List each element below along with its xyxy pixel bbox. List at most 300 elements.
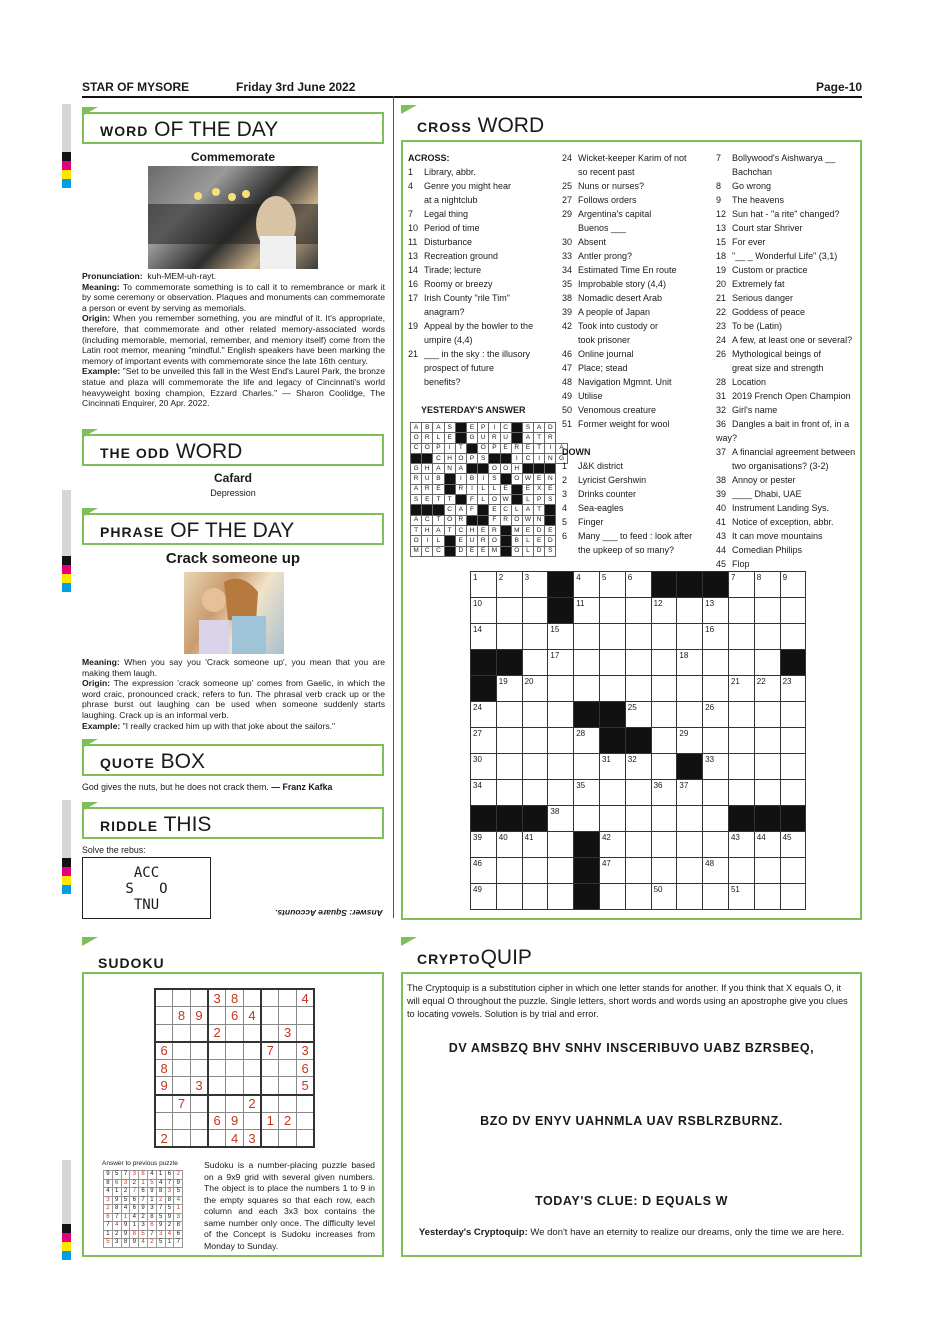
- crossword-cell[interactable]: 20: [522, 676, 548, 702]
- clue-number: 8: [716, 181, 722, 191]
- crossword-cell[interactable]: [522, 650, 548, 676]
- crossword-cell[interactable]: [548, 676, 574, 702]
- crossword-cell[interactable]: 21: [728, 676, 754, 702]
- crossword-cell[interactable]: [754, 624, 780, 650]
- answer-cell: O: [489, 536, 500, 546]
- crossword-cell[interactable]: [548, 728, 574, 754]
- black-square: [444, 484, 455, 494]
- sudoku-cell[interactable]: [297, 1024, 315, 1042]
- crossword-cell[interactable]: [496, 858, 522, 884]
- crossword-cell[interactable]: [599, 676, 625, 702]
- clue-item: [716, 305, 862, 319]
- crossword-cell[interactable]: 26: [703, 702, 729, 728]
- flag-icon: [82, 802, 98, 811]
- sudoku-cell[interactable]: [226, 1042, 244, 1060]
- crossword-cell[interactable]: [496, 780, 522, 806]
- crossword-cell[interactable]: [496, 754, 522, 780]
- crossword-cell[interactable]: [677, 884, 703, 910]
- sudoku-cell[interactable]: [173, 1077, 191, 1095]
- answer-cell: 8: [112, 1205, 121, 1214]
- masthead-rule: [82, 96, 862, 98]
- crossword-cell[interactable]: 37: [677, 780, 703, 806]
- crossword-cell[interactable]: 14: [471, 624, 497, 650]
- crossword-cell[interactable]: [677, 702, 703, 728]
- black-square: [471, 650, 497, 676]
- crossword-cell[interactable]: [522, 780, 548, 806]
- clue-item: [716, 515, 862, 529]
- crossword-cell[interactable]: [703, 832, 729, 858]
- crossword-cell[interactable]: [728, 728, 754, 754]
- crossword-cell[interactable]: [754, 702, 780, 728]
- crossword-cell[interactable]: [625, 676, 651, 702]
- sudoku-cell[interactable]: [226, 1024, 244, 1042]
- crossword-cell[interactable]: 16: [703, 624, 729, 650]
- black-square: [703, 572, 729, 598]
- crossword-cell[interactable]: [599, 884, 625, 910]
- crossword-cell[interactable]: [651, 676, 677, 702]
- sudoku-cell: 2: [155, 1130, 173, 1148]
- clue-item: [562, 277, 712, 291]
- crossword-cell[interactable]: [548, 884, 574, 910]
- sudoku-cell[interactable]: [226, 1077, 244, 1095]
- answer-cell: R: [422, 433, 433, 443]
- sudoku-cell[interactable]: [226, 1059, 244, 1077]
- crossword-cell[interactable]: [780, 728, 806, 754]
- crossword-cell[interactable]: 35: [574, 780, 600, 806]
- crossword-cell[interactable]: [522, 624, 548, 650]
- sudoku-cell[interactable]: [208, 1059, 226, 1077]
- flag-icon: [82, 107, 98, 116]
- sudoku-cell[interactable]: [279, 1059, 297, 1077]
- crossword-cell[interactable]: [780, 624, 806, 650]
- clue-number: 34: [562, 265, 573, 275]
- black-square: [496, 650, 522, 676]
- black-square: [466, 464, 477, 474]
- crossword-cell[interactable]: [599, 650, 625, 676]
- crossword-cell[interactable]: [548, 702, 574, 728]
- crossword-cell[interactable]: 44: [754, 832, 780, 858]
- crossword-cell[interactable]: [754, 598, 780, 624]
- crossword-cell[interactable]: 34: [471, 780, 497, 806]
- crossword-cell[interactable]: [522, 702, 548, 728]
- answer-cell: C: [444, 505, 455, 515]
- crossword-cell[interactable]: [780, 780, 806, 806]
- sudoku-cell: 3: [243, 1130, 261, 1148]
- crossword-cell[interactable]: [522, 598, 548, 624]
- answer-cell: 7: [147, 1230, 156, 1239]
- crossword-cell[interactable]: 3: [522, 572, 548, 598]
- answer-cell: 7: [156, 1205, 165, 1214]
- answer-cell: 8: [147, 1213, 156, 1222]
- crossword-cell[interactable]: 50: [651, 884, 677, 910]
- crossword-cell[interactable]: 6: [625, 572, 651, 598]
- crossword-cell[interactable]: [522, 884, 548, 910]
- crossword-cell[interactable]: [496, 702, 522, 728]
- crossword-cell[interactable]: 27: [471, 728, 497, 754]
- crossword-cell[interactable]: [703, 780, 729, 806]
- sudoku-cell[interactable]: [190, 989, 208, 1007]
- sudoku-cell[interactable]: [297, 1007, 315, 1025]
- sudoku-cell[interactable]: [261, 1024, 279, 1042]
- answer-cell: 1: [147, 1196, 156, 1205]
- crossword-cell[interactable]: 45: [780, 832, 806, 858]
- crossword-cell[interactable]: [599, 780, 625, 806]
- answer-cell: 8: [174, 1222, 183, 1231]
- sudoku-cell[interactable]: [173, 989, 191, 1007]
- crossword-cell[interactable]: 36: [651, 780, 677, 806]
- crossword-cell[interactable]: [574, 676, 600, 702]
- crossword-cell[interactable]: 1: [471, 572, 497, 598]
- sudoku-cell[interactable]: [190, 1112, 208, 1130]
- crossword-cell[interactable]: [703, 650, 729, 676]
- sudoku-cell[interactable]: [261, 1007, 279, 1025]
- clue-text: Follows orders: [578, 195, 637, 205]
- clue-item: [716, 179, 862, 193]
- black-square: [478, 515, 489, 525]
- clue-number: 2: [562, 475, 568, 485]
- crossword-cell[interactable]: 5: [599, 572, 625, 598]
- crossword-cell[interactable]: 28: [574, 728, 600, 754]
- sudoku-cell[interactable]: [243, 1024, 261, 1042]
- crossword-cell[interactable]: [754, 728, 780, 754]
- answer-cell: L: [478, 495, 489, 505]
- crossword-cell[interactable]: [651, 806, 677, 832]
- sudoku-cell: 2: [208, 1024, 226, 1042]
- clue-text: Irish County "rile Tim": [424, 293, 510, 303]
- crossword-cell[interactable]: [754, 780, 780, 806]
- answer-cell: I: [444, 443, 455, 453]
- sudoku-cell[interactable]: [155, 1095, 173, 1113]
- sudoku-cell[interactable]: [155, 1112, 173, 1130]
- crossword-cell[interactable]: 47: [599, 858, 625, 884]
- answer-cell: 1: [130, 1222, 139, 1231]
- crossword-cell[interactable]: 9: [780, 572, 806, 598]
- sudoku-cell[interactable]: [190, 1130, 208, 1148]
- crossword-cell[interactable]: [703, 676, 729, 702]
- crossword-cell[interactable]: 23: [780, 676, 806, 702]
- crossword-cell[interactable]: 19: [496, 676, 522, 702]
- crossword-cell[interactable]: 41: [522, 832, 548, 858]
- clue-text: Location: [732, 377, 767, 387]
- sudoku-cell[interactable]: [243, 989, 261, 1007]
- crossword-cell[interactable]: 51: [728, 884, 754, 910]
- crossword-cell[interactable]: [625, 832, 651, 858]
- answer-cell: L: [522, 546, 533, 556]
- sudoku-cell[interactable]: [279, 1095, 297, 1113]
- crossword-cell[interactable]: 32: [625, 754, 651, 780]
- crossword-cell[interactable]: [754, 650, 780, 676]
- crossword-cell[interactable]: [548, 754, 574, 780]
- sudoku-cell: 3: [297, 1042, 315, 1060]
- sudoku-cell[interactable]: [243, 1077, 261, 1095]
- sudoku-cell[interactable]: [173, 1059, 191, 1077]
- crossword-cell[interactable]: [754, 884, 780, 910]
- sudoku-cell: 3: [279, 1024, 297, 1042]
- crossword-cell[interactable]: [625, 598, 651, 624]
- answer-cell: N: [534, 515, 545, 525]
- sudoku-cell[interactable]: [297, 1095, 315, 1113]
- crossword-cell[interactable]: 7: [728, 572, 754, 598]
- sudoku-cell: 6: [155, 1042, 173, 1060]
- crossword-cell[interactable]: [677, 624, 703, 650]
- sudoku-cell[interactable]: [208, 1007, 226, 1025]
- crossword-cell[interactable]: [496, 598, 522, 624]
- crossword-cell[interactable]: [754, 754, 780, 780]
- crossword-cell[interactable]: 17: [548, 650, 574, 676]
- crossword-cell[interactable]: 11: [574, 598, 600, 624]
- crossword-cell[interactable]: 48: [703, 858, 729, 884]
- sudoku-cell[interactable]: [190, 1095, 208, 1113]
- crossword-cell[interactable]: 30: [471, 754, 497, 780]
- crossword-cell[interactable]: [677, 676, 703, 702]
- answer-cell: 9: [156, 1222, 165, 1231]
- crossword-cell[interactable]: [677, 858, 703, 884]
- crossword-cell[interactable]: 4: [574, 572, 600, 598]
- crossword-cell[interactable]: 31: [599, 754, 625, 780]
- answer-cell: 8: [121, 1239, 130, 1248]
- answer-cell: O: [489, 495, 500, 505]
- crossword-cell[interactable]: [780, 598, 806, 624]
- clue-text: Bollywood's Aishwarya __: [732, 153, 836, 163]
- crossword-cell[interactable]: [728, 650, 754, 676]
- sudoku-cell[interactable]: [243, 1059, 261, 1077]
- answer-cell: T: [534, 433, 545, 443]
- clue-item: [562, 221, 712, 235]
- sudoku-cell[interactable]: [155, 1024, 173, 1042]
- sudoku-cell[interactable]: [243, 1112, 261, 1130]
- clue-number: 19: [408, 321, 419, 331]
- crossword-cell[interactable]: 12: [651, 598, 677, 624]
- sudoku-cell[interactable]: [243, 1042, 261, 1060]
- crossword-cell[interactable]: [496, 728, 522, 754]
- answer-cell: L: [433, 536, 444, 546]
- crossword-cell[interactable]: 38: [548, 806, 574, 832]
- sudoku-cell[interactable]: [190, 1059, 208, 1077]
- crossword-cell[interactable]: [728, 702, 754, 728]
- crossword-cell[interactable]: [677, 832, 703, 858]
- clue-number: 24: [716, 335, 727, 345]
- crossword-cell[interactable]: [599, 624, 625, 650]
- crossword-cell[interactable]: [548, 832, 574, 858]
- crossword-cell[interactable]: [703, 884, 729, 910]
- sudoku-cell[interactable]: [226, 1095, 244, 1113]
- answer-cell: 8: [104, 1179, 113, 1188]
- crossword-cell[interactable]: [677, 598, 703, 624]
- answer-cell: 3: [112, 1239, 121, 1248]
- clue-text: A few, at least one or several?: [732, 335, 853, 345]
- crossword-cell[interactable]: 13: [703, 598, 729, 624]
- answer-cell: L: [522, 495, 533, 505]
- crossword-cell[interactable]: [703, 728, 729, 754]
- crossword-cell[interactable]: 29: [677, 728, 703, 754]
- answer-cell: 5: [165, 1205, 174, 1214]
- sudoku-cell[interactable]: [261, 1130, 279, 1148]
- black-square: [574, 702, 600, 728]
- crossword-cell[interactable]: [728, 780, 754, 806]
- black-square: [455, 433, 466, 443]
- black-square: [599, 702, 625, 728]
- crossword-cell[interactable]: [522, 728, 548, 754]
- odd-word-header: THE ODD WORD: [82, 434, 384, 466]
- clue-text: Comedian Philips: [732, 545, 803, 555]
- crossword-cell[interactable]: [728, 598, 754, 624]
- crossword-cell[interactable]: [625, 806, 651, 832]
- sudoku-cell: 6: [208, 1112, 226, 1130]
- answer-cell: 6: [165, 1171, 174, 1180]
- crossword-cell[interactable]: [522, 754, 548, 780]
- clue-number: 35: [562, 279, 573, 289]
- crossword-cell[interactable]: 15: [548, 624, 574, 650]
- answer-cell: A: [433, 464, 444, 474]
- crossword-cell[interactable]: 49: [471, 884, 497, 910]
- answer-cell: E: [522, 443, 533, 453]
- crossword-cell[interactable]: [522, 858, 548, 884]
- black-square: [677, 754, 703, 780]
- sudoku-cell[interactable]: [155, 1007, 173, 1025]
- crossword-cell[interactable]: [625, 884, 651, 910]
- crossword-cell[interactable]: 18: [677, 650, 703, 676]
- black-square: [754, 806, 780, 832]
- sudoku-cell[interactable]: [261, 989, 279, 1007]
- crossword-cell[interactable]: [728, 754, 754, 780]
- answer-cell: E: [466, 423, 477, 433]
- sudoku-cell[interactable]: [173, 1042, 191, 1060]
- crossword-cell[interactable]: 39: [471, 832, 497, 858]
- crossword-cell[interactable]: [496, 624, 522, 650]
- answer-cell: 4: [156, 1179, 165, 1188]
- crossword-cell[interactable]: [651, 832, 677, 858]
- crossword-cell[interactable]: [677, 806, 703, 832]
- sudoku-cell[interactable]: [173, 1130, 191, 1148]
- previous-sudoku-answer: [103, 1170, 183, 1248]
- sudoku-cell[interactable]: [297, 1130, 315, 1148]
- sudoku-cell[interactable]: [297, 1112, 315, 1130]
- sudoku-cell[interactable]: [173, 1112, 191, 1130]
- clue-item: [716, 221, 862, 235]
- sudoku-cell[interactable]: [261, 1077, 279, 1095]
- clue-item: [716, 473, 862, 487]
- crossword-cell[interactable]: [651, 650, 677, 676]
- yesterday-cryptoquip: Yesterday's Cryptoquip: We don't have an eternity to realize our dreams, only the time we are here.: [418, 1227, 845, 1238]
- clue-item: [716, 333, 862, 347]
- sudoku-cell[interactable]: [279, 1007, 297, 1025]
- crossword-cell[interactable]: 10: [471, 598, 497, 624]
- sudoku-cell[interactable]: [155, 989, 173, 1007]
- sudoku-cell[interactable]: [208, 1077, 226, 1095]
- black-square: [574, 858, 600, 884]
- sudoku-cell[interactable]: [173, 1024, 191, 1042]
- crossword-cell[interactable]: 33: [703, 754, 729, 780]
- clue-number: 28: [716, 377, 727, 387]
- crossword-cell[interactable]: [625, 858, 651, 884]
- odd-word-meaning: Depression: [210, 488, 256, 498]
- sudoku-cell[interactable]: [208, 1095, 226, 1113]
- crossword-cell[interactable]: [728, 624, 754, 650]
- crossword-cell[interactable]: 22: [754, 676, 780, 702]
- crossword-cell[interactable]: 25: [625, 702, 651, 728]
- crossword-cell[interactable]: [548, 780, 574, 806]
- sudoku-cell: 1: [261, 1112, 279, 1130]
- answer-cell: 3: [174, 1213, 183, 1222]
- crossword-cell[interactable]: 40: [496, 832, 522, 858]
- crossword-cell[interactable]: 24: [471, 702, 497, 728]
- clue-item: [408, 375, 558, 389]
- sudoku-cell[interactable]: [208, 1130, 226, 1148]
- clue-number: 19: [716, 265, 727, 275]
- sudoku-cell[interactable]: [279, 1077, 297, 1095]
- answer-cell: 7: [121, 1171, 130, 1180]
- crossword-cell[interactable]: [651, 728, 677, 754]
- crossword-cell[interactable]: 2: [496, 572, 522, 598]
- crossword-cell[interactable]: [574, 754, 600, 780]
- crossword-cell[interactable]: [574, 650, 600, 676]
- clue-item: [716, 487, 862, 501]
- crossword-cell[interactable]: [574, 806, 600, 832]
- crossword-cell[interactable]: [574, 624, 600, 650]
- sudoku-cell[interactable]: [261, 1059, 279, 1077]
- sudoku-cell[interactable]: [279, 989, 297, 1007]
- clue-item: [562, 543, 712, 557]
- black-square: [500, 474, 511, 484]
- clue-item: [716, 165, 862, 179]
- crossword-cell[interactable]: [651, 702, 677, 728]
- crossword-cell[interactable]: [625, 650, 651, 676]
- crossword-cell[interactable]: [496, 884, 522, 910]
- crossword-cell[interactable]: [780, 858, 806, 884]
- sudoku-cell[interactable]: [279, 1130, 297, 1148]
- crossword-cell[interactable]: [703, 806, 729, 832]
- sudoku-cell[interactable]: [261, 1095, 279, 1113]
- crossword-cell[interactable]: [651, 754, 677, 780]
- crossword-cell[interactable]: [780, 754, 806, 780]
- crossword-cell[interactable]: [754, 858, 780, 884]
- answer-cell: P: [478, 423, 489, 433]
- yesterday-label: YESTERDAY'S ANSWER: [421, 405, 526, 415]
- todays-clue: TODAY'S CLUE: D EQUALS W: [534, 1194, 729, 1208]
- crossword-cell[interactable]: [651, 858, 677, 884]
- answer-cell: O: [478, 443, 489, 453]
- answer-cell: 8: [139, 1171, 148, 1180]
- crossword-cell[interactable]: [548, 858, 574, 884]
- sudoku-grid: [154, 988, 315, 1148]
- crossword-cell[interactable]: 43: [728, 832, 754, 858]
- crossword-cell[interactable]: [780, 702, 806, 728]
- crossword-cell[interactable]: [780, 884, 806, 910]
- sudoku-cell[interactable]: [208, 1042, 226, 1060]
- crossword-cell[interactable]: [728, 858, 754, 884]
- sudoku-cell[interactable]: [190, 1024, 208, 1042]
- crossword-cell[interactable]: [599, 598, 625, 624]
- crossword-cell[interactable]: [651, 624, 677, 650]
- crossword-cell[interactable]: 42: [599, 832, 625, 858]
- answer-cell: 9: [121, 1230, 130, 1239]
- sudoku-cell[interactable]: [279, 1042, 297, 1060]
- crossword-cell[interactable]: [599, 806, 625, 832]
- answer-cell: C: [455, 525, 466, 535]
- answer-cell: 2: [147, 1239, 156, 1248]
- color-swatch: [62, 179, 71, 188]
- crossword-cell[interactable]: [625, 780, 651, 806]
- crossword-cell[interactable]: 46: [471, 858, 497, 884]
- sudoku-cell[interactable]: [190, 1042, 208, 1060]
- crossword-cell[interactable]: 8: [754, 572, 780, 598]
- clue-text: prospect of future: [424, 363, 495, 373]
- sudoku-cell: 8: [155, 1059, 173, 1077]
- answer-cell: E: [500, 443, 511, 453]
- riddle-header: RIDDLE THIS: [82, 807, 384, 839]
- crossword-cell[interactable]: [625, 624, 651, 650]
- answer-cell: 1: [165, 1239, 174, 1248]
